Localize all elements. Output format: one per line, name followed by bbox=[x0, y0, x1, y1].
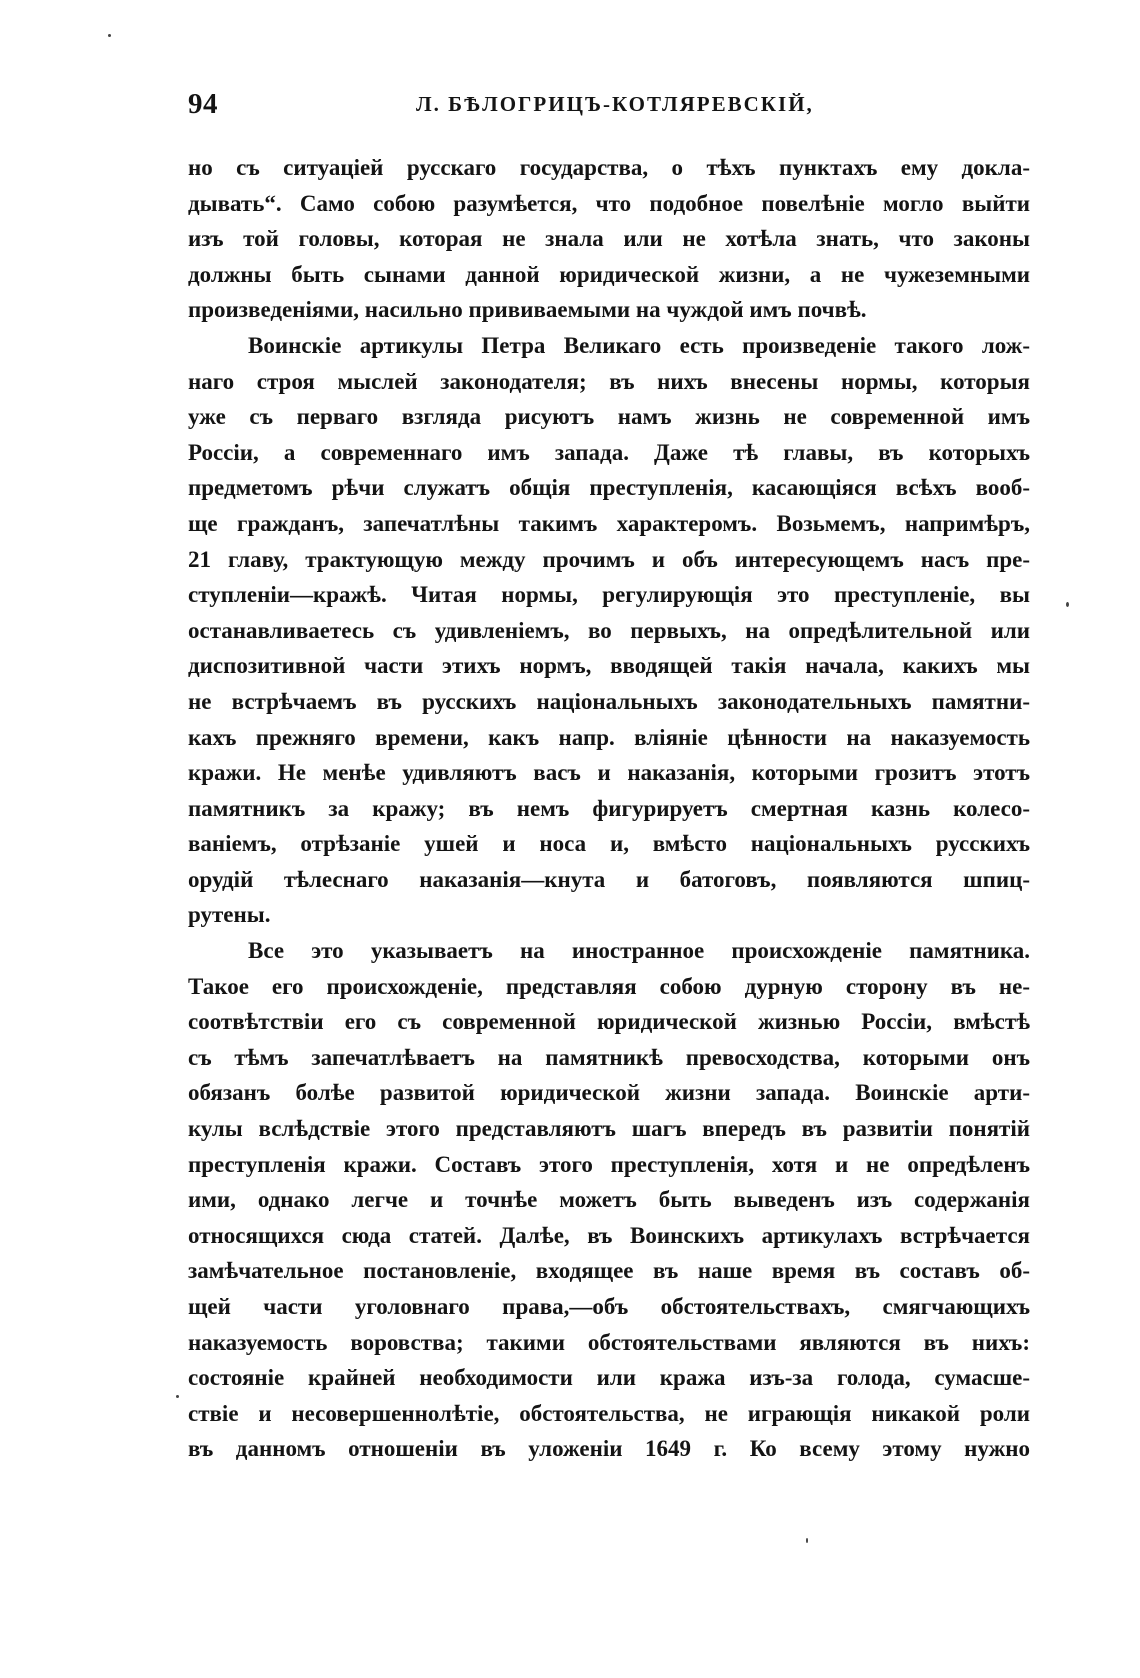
text-line: изъ той головы, которая не знала или не хотѣла знать, что законы bbox=[188, 226, 1030, 252]
text-line: наказуемость воровства; такими обстоятельствами являются въ нихъ: bbox=[188, 1329, 1030, 1355]
text-line: но съ ситуаціей русскаго государства, о тѣхъ пунктахъ ему докла- bbox=[188, 155, 1030, 180]
text-line: въ данномъ отношеніи въ уложеніи 1649 г. Ко всему этому нужно bbox=[188, 1436, 1030, 1462]
text-line: уже съ перваго взгляда рисуютъ намъ жизнь не современной имъ bbox=[188, 404, 1030, 430]
paragraph-start-line: Воинскіе артикулы Петра Великаго есть произведеніе такого лож- bbox=[248, 332, 1030, 358]
text-line: относящихся сюда статей. Далѣе, въ Воинскихъ артикулахъ встрѣчается bbox=[188, 1222, 1030, 1248]
paragraph-start-line: Все это указываетъ на иностранное происхожденіе памятника. bbox=[248, 938, 1030, 964]
text-line: дывать“. Само собою разумѣется, что подобное повелѣніе могло выйти bbox=[188, 190, 1030, 216]
text-line: должны быть сынами данной юридической жизни, а не чужеземными bbox=[188, 261, 1030, 287]
scan-speck bbox=[108, 34, 111, 37]
text-line: обязанъ болѣе развитой юридической жизни запада. Воинскіе арти- bbox=[188, 1080, 1030, 1106]
text-line: ще гражданъ, запечатлѣны такимъ характеромъ. Возьмемъ, напримѣръ, bbox=[188, 510, 1030, 536]
text-line: ступленіи—кражѣ. Читая нормы, регулирующія это преступленіе, вы bbox=[188, 582, 1030, 608]
text-line: соотвѣтствіи его съ современной юридической жизнью Россіи, вмѣстѣ bbox=[188, 1009, 1030, 1035]
text-line: ваніемъ, отрѣзаніе ушей и носа и, вмѣсто національныхъ русскихъ bbox=[188, 831, 1030, 857]
page-header bbox=[188, 88, 1030, 128]
text-line: памятникъ за кражу; въ немъ фигурируетъ смертная казнь колесо- bbox=[188, 795, 1030, 821]
scan-speck bbox=[806, 1538, 808, 1543]
text-line: орудій тѣлеснаго наказанія—кнута и батоговъ, появляются шпиц- bbox=[188, 866, 1030, 892]
text-line: щей части уголовнаго права,—объ обстоятельствахъ, смягчающихъ bbox=[188, 1294, 1030, 1319]
text-line: не встрѣчаемъ въ русскихъ національныхъ законодательныхъ памятни- bbox=[188, 688, 1030, 714]
scan-speck bbox=[1066, 602, 1069, 607]
text-line: кражи. Не менѣе удивляютъ васъ и наказанія, которыми грозитъ этотъ bbox=[188, 760, 1030, 786]
text-line: ими, однако легче и точнѣе можетъ быть выведенъ изъ содержанія bbox=[188, 1187, 1030, 1213]
page-number: 94 bbox=[188, 88, 218, 120]
body-text bbox=[188, 150, 1030, 1467]
text-line: произведеніями, насильно прививаемыми на чуждой имъ почвѣ. bbox=[188, 297, 867, 323]
text-line: съ тѣмъ запечатлѣваетъ на памятникѣ превосходства, которыми онъ bbox=[188, 1044, 1030, 1070]
text-line: ствіе и несовершеннолѣтіе, обстоятельства, не играющія никакой роли bbox=[188, 1400, 1030, 1426]
text-line: останавливаетесь съ удивленіемъ, во первыхъ, на опредѣлительной или bbox=[188, 617, 1030, 643]
text-line: наго строя мыслей законодателя; въ нихъ внесены нормы, которыя bbox=[188, 368, 1030, 394]
scan-speck bbox=[176, 1395, 179, 1398]
text-line: диспозитивной части этихъ нормъ, вводящей такія начала, какихъ мы bbox=[188, 653, 1030, 679]
text-line: предметомъ рѣчи служатъ общія преступленія, касающіяся всѣхъ вооб- bbox=[188, 475, 1030, 501]
text-line: рутены. bbox=[188, 902, 271, 928]
text-line: 21 главу, трактующую между прочимъ и объ интересующемъ насъ пре- bbox=[188, 546, 1030, 572]
text-line: кулы вслѣдствіе этого представляютъ шагъ впередъ въ развитіи понятій bbox=[188, 1116, 1030, 1142]
text-line: замѣчательное постановленіе, входящее въ наше время въ составъ об- bbox=[188, 1258, 1030, 1284]
text-line: Такое его происхожденіе, представляя собою дурную сторону въ не- bbox=[188, 973, 1030, 999]
text-line: преступленія кражи. Составъ этого преступленія, хотя и не опредѣленъ bbox=[188, 1151, 1030, 1177]
running-head: Л. БѢЛОГРИЦЪ-КОТЛЯРЕВСКІЙ, bbox=[416, 92, 814, 116]
text-line: Россіи, а современнаго имъ запада. Даже тѣ главы, въ которыхъ bbox=[188, 439, 1030, 465]
text-line: состояніе крайней необходимости или кража изъ-за голода, сумасше- bbox=[188, 1365, 1030, 1391]
text-line: кахъ прежняго времени, какъ напр. вліяніе цѣнности на наказуемость bbox=[188, 724, 1030, 750]
